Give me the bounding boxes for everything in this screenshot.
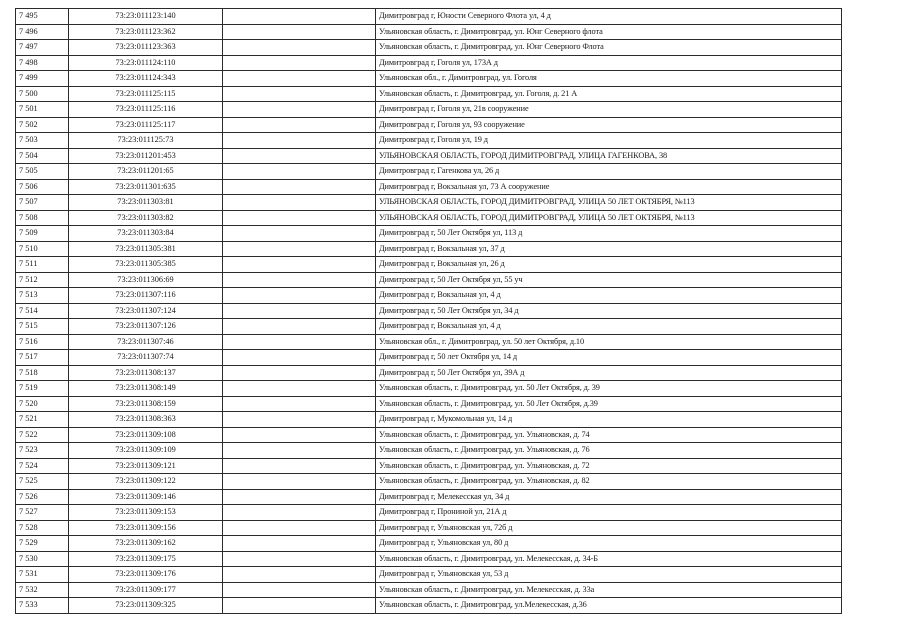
empty-cell <box>223 210 376 226</box>
row-number-cell: 7 520 <box>16 396 69 412</box>
table-row <box>16 9 842 25</box>
table-row <box>16 179 842 195</box>
row-number-cell: 7 521 <box>16 412 69 428</box>
table-row <box>16 303 842 319</box>
cadastral-number-cell: 73:23:011309:156 <box>69 520 223 536</box>
table-row <box>16 350 842 366</box>
cadastral-number-cell: 73:23:011307:116 <box>69 288 223 304</box>
empty-cell <box>223 55 376 71</box>
address-cell: Ульяновская область, г. Димитровград, ул. Ульяновская, д. 74 <box>376 427 842 443</box>
table-row <box>16 148 842 164</box>
row-number-cell: 7 502 <box>16 117 69 133</box>
cadastral-number-cell: 73:23:011306:69 <box>69 272 223 288</box>
row-number-cell: 7 504 <box>16 148 69 164</box>
row-number-cell: 7 530 <box>16 551 69 567</box>
empty-cell <box>223 536 376 552</box>
table-row <box>16 241 842 257</box>
row-number-cell: 7 506 <box>16 179 69 195</box>
address-cell: Ульяновская область, г. Димитровград, ул. Мелекесская, д. 33а <box>376 582 842 598</box>
address-cell: УЛЬЯНОВСКАЯ ОБЛАСТЬ, ГОРОД ДИМИТРОВГРАД, УЛИЦА 50 ЛЕТ ОКТЯБРЯ, №113 <box>376 195 842 211</box>
table-row <box>16 257 842 273</box>
row-number-cell: 7 509 <box>16 226 69 242</box>
cadastral-number-cell: 73:23:011308:137 <box>69 365 223 381</box>
empty-cell <box>223 195 376 211</box>
cadastral-number-cell: 73:23:011125:117 <box>69 117 223 133</box>
empty-cell <box>223 443 376 459</box>
cadastral-number-cell: 73:23:011309:108 <box>69 427 223 443</box>
address-cell: Димитровград г, Юности Северного Флота ул, 4 д <box>376 9 842 25</box>
table-row <box>16 458 842 474</box>
cadastral-number-cell: 73:23:011201:453 <box>69 148 223 164</box>
registry-table <box>15 8 842 614</box>
row-number-cell: 7 512 <box>16 272 69 288</box>
table-row <box>16 195 842 211</box>
cadastral-number-cell: 73:23:011303:81 <box>69 195 223 211</box>
table-row <box>16 24 842 40</box>
address-cell: Ульяновская область, г. Димитровград, ул.Мелекесская, д.36 <box>376 598 842 614</box>
row-number-cell: 7 529 <box>16 536 69 552</box>
row-number-cell: 7 499 <box>16 71 69 87</box>
address-cell: Димитровград г, Вокзальная ул, 4 д <box>376 319 842 335</box>
address-cell: Димитровград г, 50 Лет Октября ул, 39А д <box>376 365 842 381</box>
empty-cell <box>223 303 376 319</box>
table-row <box>16 102 842 118</box>
empty-cell <box>223 412 376 428</box>
cadastral-number-cell: 73:23:011303:84 <box>69 226 223 242</box>
row-number-cell: 7 514 <box>16 303 69 319</box>
table-row <box>16 288 842 304</box>
address-cell: Димитровград г, Мелекесская ул, 34 д <box>376 489 842 505</box>
address-cell: Ульяновская область, г. Димитровград, ул. Ульяновская, д. 72 <box>376 458 842 474</box>
table-row <box>16 365 842 381</box>
row-number-cell: 7 524 <box>16 458 69 474</box>
address-cell: Димитровград г, Гоголя ул, 93 сооружение <box>376 117 842 133</box>
table-row <box>16 133 842 149</box>
table-row <box>16 272 842 288</box>
row-number-cell: 7 523 <box>16 443 69 459</box>
address-cell: Димитровград г, Ульяновская ул, 80 д <box>376 536 842 552</box>
cadastral-number-cell: 73:23:011309:177 <box>69 582 223 598</box>
address-cell: Димитровград г, Мукомольная ул, 14 д <box>376 412 842 428</box>
empty-cell <box>223 288 376 304</box>
address-cell: Димитровград г, Гагенкова ул, 26 д <box>376 164 842 180</box>
empty-cell <box>223 117 376 133</box>
row-number-cell: 7 525 <box>16 474 69 490</box>
table-row <box>16 396 842 412</box>
cadastral-number-cell: 73:23:011308:363 <box>69 412 223 428</box>
cadastral-number-cell: 73:23:011307:126 <box>69 319 223 335</box>
table-row <box>16 226 842 242</box>
address-cell: Димитровград г, 50 Лет Октября ул, 55 уч <box>376 272 842 288</box>
address-cell: Ульяновская область, г. Димитровград, ул. Ульяновская, д. 82 <box>376 474 842 490</box>
empty-cell <box>223 489 376 505</box>
address-cell: Димитровград г, Гоголя ул, 19 д <box>376 133 842 149</box>
empty-cell <box>223 86 376 102</box>
row-number-cell: 7 501 <box>16 102 69 118</box>
address-cell: Димитровград г, Гоголя ул, 173А д <box>376 55 842 71</box>
table-row <box>16 117 842 133</box>
empty-cell <box>223 551 376 567</box>
address-cell: Ульяновская область, г. Димитровград, ул. Гоголя, д. 21 А <box>376 86 842 102</box>
row-number-cell: 7 500 <box>16 86 69 102</box>
cadastral-number-cell: 73:23:011309:109 <box>69 443 223 459</box>
cadastral-number-cell: 73:23:011125:116 <box>69 102 223 118</box>
cadastral-number-cell: 73:23:011303:82 <box>69 210 223 226</box>
row-number-cell: 7 522 <box>16 427 69 443</box>
address-cell: Димитровград г, 50 лет Октября ул, 14 д <box>376 350 842 366</box>
address-cell: Димитровград г, Вокзальная ул, 26 д <box>376 257 842 273</box>
cadastral-number-cell: 73:23:011307:74 <box>69 350 223 366</box>
cadastral-number-cell: 73:23:011307:46 <box>69 334 223 350</box>
address-cell: Димитровград г, Вокзальная ул, 73 А сооружение <box>376 179 842 195</box>
row-number-cell: 7 496 <box>16 24 69 40</box>
cadastral-number-cell: 73:23:011309:176 <box>69 567 223 583</box>
empty-cell <box>223 567 376 583</box>
row-number-cell: 7 511 <box>16 257 69 273</box>
table-row <box>16 474 842 490</box>
row-number-cell: 7 533 <box>16 598 69 614</box>
table-row <box>16 536 842 552</box>
empty-cell <box>223 582 376 598</box>
address-cell: Димитровград г, Ульяновская ул, 72б д <box>376 520 842 536</box>
empty-cell <box>223 458 376 474</box>
address-cell: УЛЬЯНОВСКАЯ ОБЛАСТЬ, ГОРОД ДИМИТРОВГРАД, УЛИЦА ГАГЕНКОВА, 38 <box>376 148 842 164</box>
table-row <box>16 210 842 226</box>
address-cell: Димитровград г, Ульяновская ул, 53 д <box>376 567 842 583</box>
cadastral-number-cell: 73:23:011307:124 <box>69 303 223 319</box>
empty-cell <box>223 24 376 40</box>
empty-cell <box>223 71 376 87</box>
cadastral-number-cell: 73:23:011309:175 <box>69 551 223 567</box>
address-cell: Димитровград г, Вокзальная ул, 4 д <box>376 288 842 304</box>
address-cell: Димитровград г, 50 Лет Октября ул, 113 д <box>376 226 842 242</box>
row-number-cell: 7 518 <box>16 365 69 381</box>
address-cell: Ульяновская область, г. Димитровград, ул. 50 Лет Октября, д. 39 <box>376 381 842 397</box>
cadastral-number-cell: 73:23:011305:385 <box>69 257 223 273</box>
table-row <box>16 520 842 536</box>
empty-cell <box>223 226 376 242</box>
cadastral-number-cell: 73:23:011309:122 <box>69 474 223 490</box>
table-row <box>16 505 842 521</box>
address-cell: Димитровград г, 50 Лет Октября ул, 34 д <box>376 303 842 319</box>
table-row <box>16 567 842 583</box>
row-number-cell: 7 513 <box>16 288 69 304</box>
row-number-cell: 7 527 <box>16 505 69 521</box>
empty-cell <box>223 133 376 149</box>
table-row <box>16 334 842 350</box>
table-row <box>16 489 842 505</box>
cadastral-number-cell: 73:23:011309:153 <box>69 505 223 521</box>
address-cell: Ульяновская область, г. Димитровград, ул. Юнг Северного Флота <box>376 40 842 56</box>
cadastral-number-cell: 73:23:011308:149 <box>69 381 223 397</box>
empty-cell <box>223 474 376 490</box>
empty-cell <box>223 164 376 180</box>
empty-cell <box>223 520 376 536</box>
table-row <box>16 71 842 87</box>
cadastral-number-cell: 73:23:011123:363 <box>69 40 223 56</box>
table-row <box>16 86 842 102</box>
row-number-cell: 7 516 <box>16 334 69 350</box>
address-cell: УЛЬЯНОВСКАЯ ОБЛАСТЬ, ГОРОД ДИМИТРОВГРАД, УЛИЦА 50 ЛЕТ ОКТЯБРЯ, №113 <box>376 210 842 226</box>
row-number-cell: 7 532 <box>16 582 69 598</box>
empty-cell <box>223 179 376 195</box>
empty-cell <box>223 334 376 350</box>
row-number-cell: 7 517 <box>16 350 69 366</box>
cadastral-number-cell: 73:23:011124:110 <box>69 55 223 71</box>
table-row <box>16 381 842 397</box>
row-number-cell: 7 508 <box>16 210 69 226</box>
row-number-cell: 7 505 <box>16 164 69 180</box>
row-number-cell: 7 495 <box>16 9 69 25</box>
table-row <box>16 319 842 335</box>
table-row <box>16 582 842 598</box>
empty-cell <box>223 257 376 273</box>
row-number-cell: 7 519 <box>16 381 69 397</box>
cadastral-number-cell: 73:23:011305:381 <box>69 241 223 257</box>
address-cell: Димитровград г, Прониной ул, 21А д <box>376 505 842 521</box>
address-cell: Ульяновская область, г. Димитровград, ул. Ульяновская, д. 76 <box>376 443 842 459</box>
row-number-cell: 7 510 <box>16 241 69 257</box>
cadastral-number-cell: 73:23:011125:73 <box>69 133 223 149</box>
address-cell: Ульяновская область, г. Димитровград, ул. Юнг Северного флота <box>376 24 842 40</box>
cadastral-number-cell: 73:23:011309:325 <box>69 598 223 614</box>
table-row <box>16 598 842 614</box>
cadastral-number-cell: 73:23:011309:162 <box>69 536 223 552</box>
address-cell: Ульяновская область, г. Димитровград, ул. 50 Лет Октября, д.39 <box>376 396 842 412</box>
cadastral-number-cell: 73:23:011123:362 <box>69 24 223 40</box>
table-row <box>16 551 842 567</box>
row-number-cell: 7 515 <box>16 319 69 335</box>
row-number-cell: 7 526 <box>16 489 69 505</box>
row-number-cell: 7 528 <box>16 520 69 536</box>
table-row <box>16 40 842 56</box>
row-number-cell: 7 503 <box>16 133 69 149</box>
cadastral-number-cell: 73:23:011201:65 <box>69 164 223 180</box>
empty-cell <box>223 241 376 257</box>
table-row <box>16 55 842 71</box>
empty-cell <box>223 148 376 164</box>
empty-cell <box>223 40 376 56</box>
empty-cell <box>223 381 376 397</box>
row-number-cell: 7 507 <box>16 195 69 211</box>
table-row <box>16 427 842 443</box>
cadastral-number-cell: 73:23:011308:159 <box>69 396 223 412</box>
address-cell: Димитровград г, Гоголя ул, 21в сооружение <box>376 102 842 118</box>
cadastral-number-cell: 73:23:011301:635 <box>69 179 223 195</box>
row-number-cell: 7 497 <box>16 40 69 56</box>
empty-cell <box>223 102 376 118</box>
table-row <box>16 412 842 428</box>
row-number-cell: 7 498 <box>16 55 69 71</box>
empty-cell <box>223 365 376 381</box>
address-cell: Ульяновская обл., г. Димитровград, ул. Гоголя <box>376 71 842 87</box>
cadastral-number-cell: 73:23:011124:343 <box>69 71 223 87</box>
empty-cell <box>223 319 376 335</box>
registry-table-body <box>16 9 842 614</box>
table-row <box>16 164 842 180</box>
cadastral-number-cell: 73:23:011123:140 <box>69 9 223 25</box>
empty-cell <box>223 505 376 521</box>
empty-cell <box>223 350 376 366</box>
empty-cell <box>223 598 376 614</box>
cadastral-number-cell: 73:23:011125:115 <box>69 86 223 102</box>
cadastral-number-cell: 73:23:011309:146 <box>69 489 223 505</box>
table-row <box>16 443 842 459</box>
empty-cell <box>223 396 376 412</box>
row-number-cell: 7 531 <box>16 567 69 583</box>
address-cell: Ульяновская обл., г. Димитровград, ул. 50 лет Октября, д.10 <box>376 334 842 350</box>
empty-cell <box>223 9 376 25</box>
address-cell: Димитровград г, Вокзальная ул, 37 д <box>376 241 842 257</box>
empty-cell <box>223 272 376 288</box>
address-cell: Ульяновская область, г. Димитровград, ул. Мелекесская, д. 34-Б <box>376 551 842 567</box>
empty-cell <box>223 427 376 443</box>
cadastral-number-cell: 73:23:011309:121 <box>69 458 223 474</box>
